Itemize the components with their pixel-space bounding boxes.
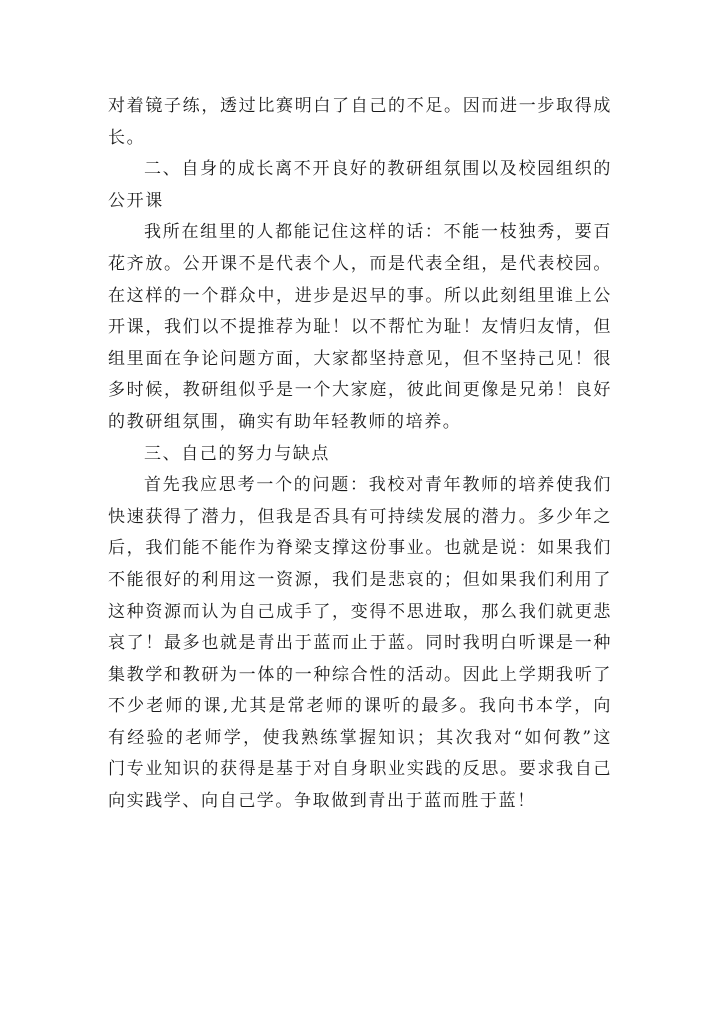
section-heading-two: 二、自身的成长离不开良好的教研组氛围以及校园组织的公开课 <box>108 159 612 211</box>
paragraph-continuation: 对着镜子练，透过比赛明白了自己的不足。因而进一步取得成长。 <box>108 96 612 148</box>
paragraph-teaching-group: 我所在组里的人都能记住这样的话：不能一枝独秀，要百花齐放。公开课不是代表个人，而是代表全组，是代表校园。在这样的一个群众中，进步是迟早的事。所以此刻组里谁上公开课，我们以不提推荐为耻！以不帮忙为耻！友情归友情，但组里面在争论问题方面，大家都坚持意见，但不坚持己见！很多时候，教研组似乎是一个大家庭，彼此间更像是兄弟！良好的教研组氛围，确实有助年轻教师的培养。 <box>108 222 612 432</box>
section-heading-three: 三、自己的努力与缺点 <box>144 443 330 464</box>
document-page <box>108 91 612 818</box>
paragraph-efforts: 首先我应思考一个的问题：我校对青年教师的培养使我们快速获得了潜力，但我是否具有可持续发展的潜力。多少年之后，我们能不能作为脊梁支撑这份事业。也就是说：如果我们不能很好的利用这一资源，我们是悲哀的；但如果我们利用了这种资源而认为自己成手了，变得不思进取，那么我们就更悲哀了！最多也就是青出于蓝而止于蓝。同时我明白听课是一种集教学和教研为一体的一种综合性的活动。因此上学期我听了不少老师的课,尤其是常老师的课听的最多。我向书本学，向有经验的老师学，使我熟练掌握知识；其次我对“如何教”这门专业知识的获得是基于对自身职业实践的反思。要求我自己向实践学、向自己学。争取做到青出于蓝而胜于蓝！ <box>108 475 612 812</box>
